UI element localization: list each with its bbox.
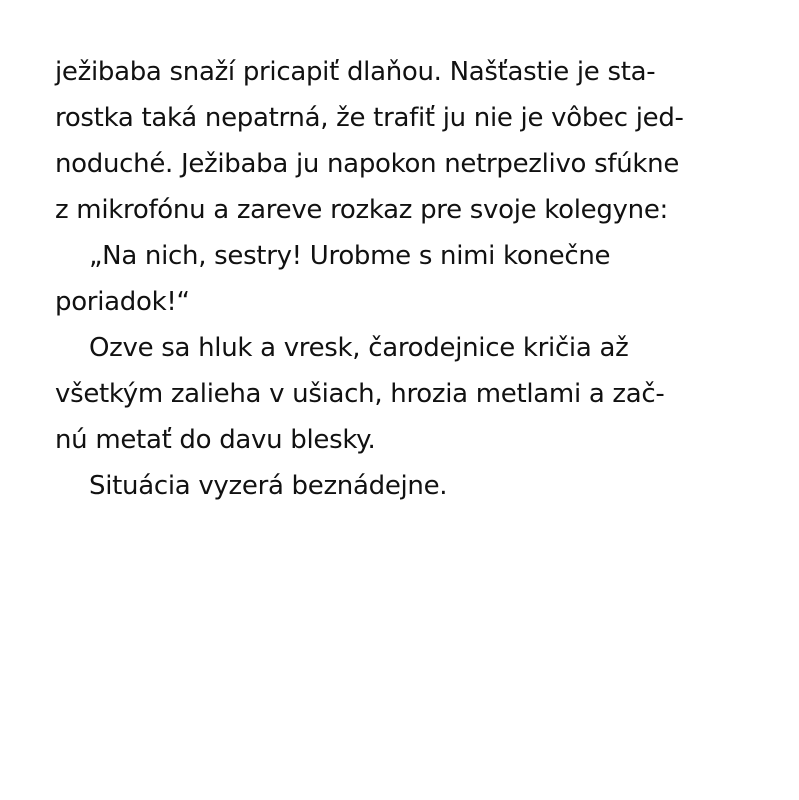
text-line: z mikrofónu a zareve rozkaz pre svoje kolegyne:	[55, 195, 668, 225]
text-line: rostka taká nepatrná, že trafiť ju nie je vôbec jed-	[55, 103, 684, 133]
text-line: všetkým zalieha v ušiach, hrozia metlami a zač-	[55, 379, 665, 409]
body-text	[55, 49, 755, 509]
text-line: Ozve sa hluk a vresk, čarodejnice kričia až	[89, 333, 629, 363]
text-line: noduché. Ježibaba ju napokon netrpezlivo sfúkne	[55, 149, 680, 179]
text-line: „Na nich, sestry! Urobme s nimi konečne	[89, 241, 611, 271]
text-line: nú metať do davu blesky.	[55, 425, 376, 455]
text-line: Situácia vyzerá beznádejne.	[89, 471, 448, 501]
text-line: ježibaba snaží pricapiť dlaňou. Našťastie je sta-	[55, 57, 656, 87]
text-line: poriadok!“	[55, 287, 190, 317]
